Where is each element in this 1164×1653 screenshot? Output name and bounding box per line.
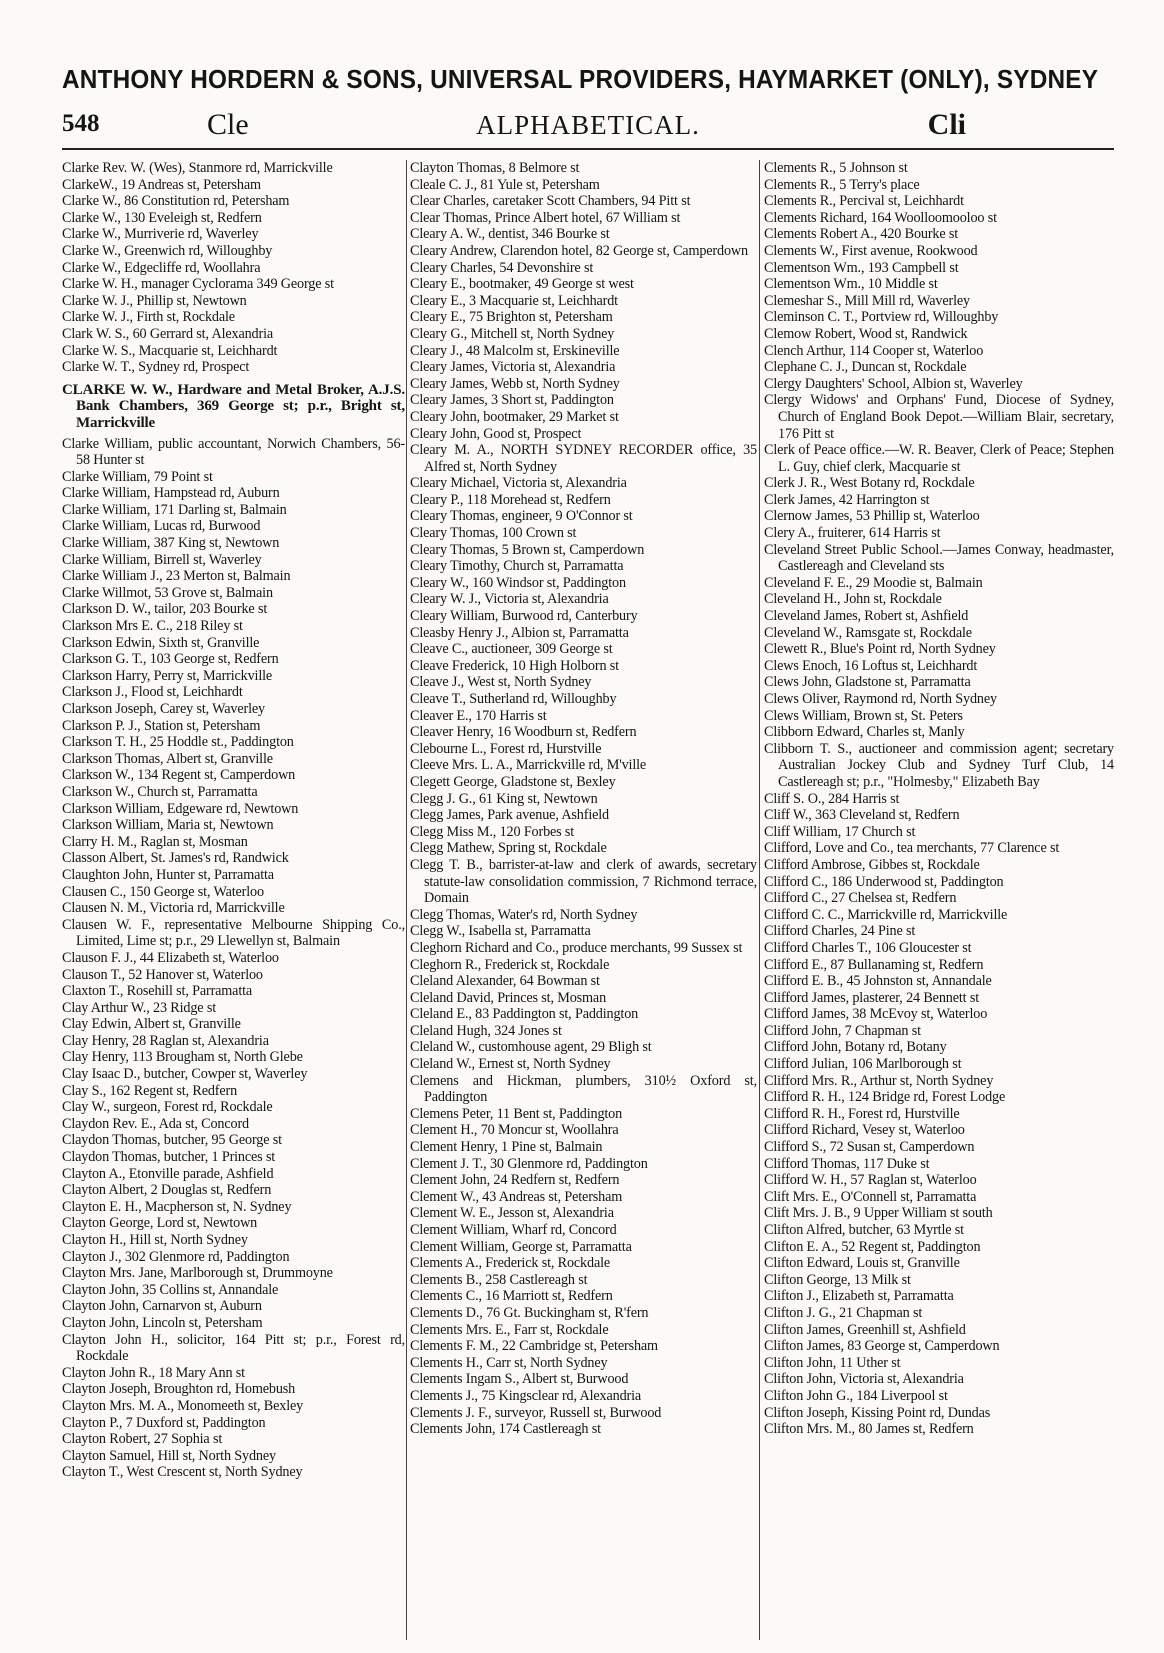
directory-entry: Cleary Timothy, Church st, Parramatta: [410, 558, 624, 575]
directory-entry: Clayton P., 7 Duxford st, Paddington: [62, 1414, 266, 1431]
directory-entry: Cleveland Street Public School.—James Conway, headmaster, Castlereagh and Cleveland sts: [764, 541, 1114, 575]
directory-entry: Clews Oliver, Raymond rd, North Sydney: [764, 691, 997, 707]
directory-entry: Clements Mrs. E., Farr st, Rockdale: [410, 1321, 609, 1338]
directory-entry: Clements R., 5 Terry's place: [764, 176, 920, 193]
directory-entry: Clerk James, 42 Harrington st: [764, 491, 930, 508]
directory-entry: Cleary Thomas, 100 Crown st: [410, 525, 577, 542]
directory-entry: Clayton T., West Crescent st, North Sydney: [62, 1464, 303, 1481]
directory-entry: Cleary Andrew, Clarendon hotel, 82 George st, Camperdown: [410, 242, 748, 259]
advertisement-banner: ANTHONY HORDERN & SONS, UNIVERSAL PROVIDERS, HAYMARKET (ONLY), SYDNEY: [62, 66, 1099, 94]
directory-entry: Clear Thomas, Prince Albert hotel, 67 William st: [410, 209, 681, 226]
column-2: [410, 160, 757, 1640]
directory-entry: Clifford R. H., 124 Bridge rd, Forest Lodge: [764, 1089, 1006, 1106]
directory-entry: Clerk J. R., West Botany rd, Rockdale: [764, 475, 975, 492]
directory-entry: Clewett R., Blue's Point rd, North Sydney: [764, 641, 996, 658]
directory-entry: Clements J., 75 Kingsclear rd, Alexandria: [410, 1387, 642, 1404]
directory-entry: Cleary J., 48 Malcolm st, Erskineville: [410, 342, 620, 359]
directory-entry: Clements R., Percival st, Leichhardt: [764, 193, 964, 210]
directory-entry: Clayton John, 35 Collins st, Annandale: [62, 1281, 279, 1298]
directory-entry: Cleary Thomas, engineer, 9 O'Connor st: [410, 508, 633, 525]
directory-entry: Cleland W., customhouse agent, 29 Bligh st: [410, 1039, 652, 1056]
directory-entry: Clayton John H., solicitor, 164 Pitt st; p.r., Forest rd, Rockdale: [62, 1331, 405, 1365]
directory-entry: Clarkson Mrs E. C., 218 Riley st: [62, 618, 243, 635]
directory-entry: Cleave C., auctioneer, 309 George st: [410, 641, 613, 658]
directory-entry: Cleland Hugh, 324 Jones st: [410, 1022, 562, 1039]
directory-entry: Clarkson P. J., Station st, Petersham: [62, 717, 261, 734]
directory-entry: Clements R., 5 Johnson st: [764, 160, 908, 176]
directory-entry: Clarkson William, Edgeware rd, Newtown: [62, 800, 299, 817]
directory-entry: Cleary James, 3 Short st, Paddington: [410, 392, 614, 409]
directory-entry: Clement J. T., 30 Glenmore rd, Paddington: [410, 1155, 648, 1172]
directory-entry: Cleaver Henry, 16 Woodburn st, Redfern: [410, 724, 637, 741]
directory-entry: Clay Henry, 28 Raglan st, Alexandria: [62, 1032, 269, 1049]
directory-entry: Clibborn Edward, Charles st, Manly: [764, 724, 965, 741]
directory-entry: Cleary Michael, Victoria st, Alexandria: [410, 475, 627, 492]
directory-entry: Clausen N. M., Victoria rd, Marrickville: [62, 900, 285, 917]
directory-entry: Clarke William, 79 Point st: [62, 468, 213, 485]
directory-entry: Cleary Thomas, 5 Brown st, Camperdown: [410, 541, 645, 558]
directory-entry: Cleeve Mrs. L. A., Marrickville rd, M'ville: [410, 757, 647, 774]
directory-entry: Clifton J. G., 21 Chapman st: [764, 1304, 923, 1321]
directory-entry: Clements C., 16 Marriott st, Redfern: [410, 1288, 613, 1305]
directory-entry: Clibborn T. S., auctioneer and commission agent; secretary Australian Jockey Club and Sydney Turf Club, 14 Castlereagh st; p.r., "Holmesby," Elizabeth Bay: [764, 740, 1114, 790]
directory-entry: Clarke W. T., Sydney rd, Prospect: [62, 359, 250, 376]
directory-entry: Clayton E. H., Macpherson st, N. Sydney: [62, 1198, 292, 1215]
directory-entry: Cleary E., bootmaker, 49 George st west: [410, 276, 634, 293]
directory-entry: Clayton Robert, 27 Sophia st: [62, 1431, 223, 1448]
directory-entry: Cleary John, Good st, Prospect: [410, 425, 582, 442]
directory-entry: Clement William, Wharf rd, Concord: [410, 1222, 617, 1238]
directory-entry: Clench Arthur, 114 Cooper st, Waterloo: [764, 342, 984, 359]
column-1: [62, 160, 405, 1640]
directory-entry: Clifford James, 38 McEvoy st, Waterloo: [764, 1006, 988, 1023]
directory-entry: Clausen C., 150 George st, Waterloo: [62, 883, 264, 900]
directory-entry: Clay Henry, 113 Brougham st, North Glebe: [62, 1049, 303, 1066]
directory-entry: Cleary William, Burwood rd, Canterbury: [410, 608, 638, 625]
directory-entry: Clementson Wm., 193 Campbell st: [764, 259, 959, 276]
page-number: 548: [62, 110, 100, 137]
directory-entry: Clarkson T. H., 25 Hoddle st., Paddington: [62, 734, 294, 751]
directory-entry: Cleland David, Princes st, Mosman: [410, 989, 607, 1006]
directory-entry: Cleveland F. E., 29 Moodie st, Balmain: [764, 574, 983, 591]
directory-entry: Clarke W., 86 Constitution rd, Petersham: [62, 193, 290, 210]
directory-entry: Clifford John, Botany rd, Botany: [764, 1039, 947, 1056]
directory-entry: Clifton Alfred, butcher, 63 Myrtle st: [764, 1222, 964, 1238]
directory-entry: Clifford Ambrose, Gibbes st, Rockdale: [764, 856, 980, 873]
directory-entry: Clifford R. H., Forest rd, Hurstville: [764, 1105, 960, 1122]
directory-entry: Clebourne L., Forest rd, Hurstville: [410, 740, 602, 757]
directory-entry: Clegg James, Park avenue, Ashfield: [410, 807, 609, 824]
directory-entry: Clements Richard, 164 Woolloomooloo st: [764, 209, 997, 226]
directory-entry: Clift Mrs. J. B., 9 Upper William st south: [764, 1205, 993, 1222]
directory-entry: Cleary A. W., dentist, 346 Bourke st: [410, 226, 610, 243]
directory-entry: Cleaver E., 170 Harris st: [410, 707, 547, 724]
column-divider: [759, 160, 760, 1640]
directory-entry: Clayton John R., 18 Mary Ann st: [62, 1364, 245, 1381]
column-3: [764, 160, 1114, 1640]
directory-entry: Clews Enoch, 16 Loftus st, Leichhardt: [764, 657, 978, 674]
directory-entry: Cleary John, bootmaker, 29 Market st: [410, 408, 619, 425]
directory-entry: Clements John, 174 Castlereagh st: [410, 1421, 601, 1438]
directory-entry: Clegg T. B., barrister-at-law and clerk of awards, secretary statute-law consolidation commission, 7 Richmond terrace, Domain: [410, 856, 757, 907]
directory-entry: Clerk of Peace office.—W. R. Beaver, Clerk of Peace; Stephen L. Guy, chief clerk, Macquarie st: [764, 442, 1114, 475]
directory-entry: Clayton Albert, 2 Douglas st, Redfern: [62, 1182, 272, 1199]
directory-entry: Clarke William, 387 King st, Newtown: [62, 535, 280, 552]
directory-entry: ClarkeW., 19 Andreas st, Petersham: [62, 176, 261, 193]
directory-entry: Claydon Thomas, butcher, 95 George st: [62, 1132, 282, 1149]
directory-entry: Clifford C., 186 Underwood st, Paddington: [764, 873, 1004, 890]
directory-entry: Clifford Richard, Vesey st, Waterloo: [764, 1122, 965, 1139]
directory-entry: Clery A., fruiterer, 614 Harris st: [764, 525, 941, 542]
directory-entry: Clergy Daughters' School, Albion st, Waverley: [764, 375, 1023, 392]
directory-entry: Clayton H., Hill st, North Sydney: [62, 1232, 248, 1248]
directory-entry: Clements B., 258 Castlereagh st: [410, 1271, 588, 1288]
directory-entry: Clarke William, Hampstead rd, Auburn: [62, 485, 280, 502]
directory-entry: Clegg Mathew, Spring st, Rockdale: [410, 840, 607, 857]
directory-entry: Cleasby Henry J., Albion st, Parramatta: [410, 624, 629, 641]
directory-entry: Clegg Thomas, Water's rd, North Sydney: [410, 906, 638, 923]
directory-entry: Claydon Thomas, butcher, 1 Princes st: [62, 1149, 276, 1166]
directory-entry: Clews William, Brown st, St. Peters: [764, 707, 963, 724]
directory-entry: Clifford E., 87 Bullanaming st, Redfern: [764, 956, 984, 973]
directory-entry: Cleave T., Sutherland rd, Willoughby: [410, 691, 617, 707]
directory-entry: Clifford Charles T., 106 Gloucester st: [764, 939, 972, 956]
directory-entry: CLARKE W. W., Hardware and Metal Broker, A.J.S. Bank Chambers, 369 George st; p.r., Bright st, Marrickville: [62, 381, 405, 431]
directory-entry: Clarke W. S., Macquarie st, Leichhardt: [62, 342, 278, 359]
directory-entry: Clegg Miss M., 120 Forbes st: [410, 823, 575, 840]
directory-entry: Clement Henry, 1 Pine st, Balmain: [410, 1139, 603, 1156]
directory-entry: Clergy Widows' and Orphans' Fund, Diocese of Sydney, Church of England Book Depot.—William Blair, secretary, 176 Pitt st: [764, 392, 1114, 442]
directory-entry: Clement John, 24 Redfern st, Redfern: [410, 1172, 620, 1189]
directory-entry: Clifford Thomas, 117 Duke st: [764, 1155, 930, 1172]
directory-entry: Clarkson G. T., 103 George st, Redfern: [62, 651, 279, 668]
directory-entry: Cleary E., 3 Macquarie st, Leichhardt: [410, 292, 618, 309]
directory-entry: Clernow James, 53 Phillip st, Waterloo: [764, 508, 980, 525]
directory-entry: Clayton J., 302 Glenmore rd, Paddington: [62, 1248, 290, 1265]
directory-entry: Cleary James, Webb st, North Sydney: [410, 375, 620, 392]
directory-entry: Clement H., 70 Moncur st, Woollahra: [410, 1122, 619, 1139]
directory-entry: Clifton Edward, Louis st, Granville: [764, 1255, 960, 1272]
directory-entry: Clifton Mrs. M., 80 James st, Redfern: [764, 1421, 974, 1438]
directory-entry: Clarkson William, Maria st, Newtown: [62, 817, 274, 834]
directory-entry: Cliff S. O., 284 Harris st: [764, 790, 900, 807]
directory-entry: Clement W. E., Jesson st, Alexandria: [410, 1205, 614, 1222]
directory-entry: Clarke W., Murriverie rd, Waverley: [62, 226, 259, 243]
directory-entry: Cleave Frederick, 10 High Holborn st: [410, 657, 619, 674]
directory-entry: Clements H., Carr st, North Sydney: [410, 1354, 608, 1371]
directory-entry: Clift Mrs. E., O'Connell st, Parramatta: [764, 1188, 977, 1205]
directory-entry: Clements A., Frederick st, Rockdale: [410, 1255, 611, 1272]
directory-entry: Cleland E., 83 Paddington st, Paddington: [410, 1006, 639, 1023]
directory-entry: Clifford, Love and Co., tea merchants, 77 Clarence st: [764, 840, 1060, 857]
directory-entry: Clifford Mrs. R., Arthur st, North Sydney: [764, 1072, 994, 1089]
directory-entry: Cleveland H., John st, Rockdale: [764, 591, 942, 608]
directory-entry: Clements Ingam S., Albert st, Burwood: [410, 1371, 629, 1388]
directory-entry: Clayton Samuel, Hill st, North Sydney: [62, 1447, 276, 1464]
column-divider: [406, 160, 407, 1640]
directory-entry: Clarkson Joseph, Carey st, Waverley: [62, 701, 265, 717]
page-header: [62, 108, 1114, 150]
directory-entry: Clement W., 43 Andreas st, Petersham: [410, 1188, 623, 1205]
directory-entry: Clifford C., 27 Chelsea st, Redfern: [764, 890, 957, 907]
directory-entry: Cleary James, Victoria st, Alexandria: [410, 359, 616, 376]
directory-entry: Clarke William, 171 Darling st, Balmain: [62, 501, 287, 518]
directory-entry: Clifford W. H., 57 Raglan st, Waterloo: [764, 1172, 977, 1189]
directory-entry: Clayton John, Carnarvon st, Auburn: [62, 1298, 262, 1315]
directory-entry: Cleveland W., Ramsgate st, Rockdale: [764, 624, 972, 641]
directory-entry: Classon Albert, St. James's rd, Randwick: [62, 850, 289, 867]
directory-entry: Cleave J., West st, North Sydney: [410, 674, 592, 691]
directory-entry: Clegg W., Isabella st, Parramatta: [410, 923, 591, 940]
directory-entry: Clifford Charles, 24 Pine st: [764, 923, 916, 940]
directory-entry: Cleary P., 118 Morehead st, Redfern: [410, 491, 611, 508]
directory-entry: Clifford James, plasterer, 24 Bennett st: [764, 989, 980, 1006]
directory-entry: Clarke W. J., Firth st, Rockdale: [62, 309, 235, 326]
directory-entry: Cliff W., 363 Cleveland st, Redfern: [764, 807, 960, 824]
directory-entry: Clay Edwin, Albert st, Granville: [62, 1016, 241, 1033]
directory-entry: Clear Charles, caretaker Scott Chambers, 94 Pitt st: [410, 193, 691, 210]
directory-entry: Clements W., First avenue, Rookwood: [764, 242, 978, 259]
directory-entry: Claxton T., Rosehill st, Parramatta: [62, 983, 253, 1000]
directory-entry: Clegg J. G., 61 King st, Newtown: [410, 790, 598, 807]
directory-entry: Clifton John G., 184 Liverpool st: [764, 1387, 948, 1404]
directory-entry: Clifford E. B., 45 Johnston st, Annandale: [764, 973, 992, 990]
directory-entry: Clarke Willmot, 53 Grove st, Balmain: [62, 584, 273, 601]
directory-entry: Clements Robert A., 420 Bourke st: [764, 226, 959, 243]
directory-entry: Clements D., 76 Gt. Buckingham st, R'fern: [410, 1304, 649, 1321]
directory-entry: Clayton George, Lord st, Newtown: [62, 1215, 258, 1232]
directory-entry: Cleary G., Mitchell st, North Sydney: [410, 325, 615, 342]
directory-entry: Clarkson W., Church st, Parramatta: [62, 783, 258, 800]
directory-entry: Clayton Mrs. M. A., Monomeeth st, Bexley: [62, 1397, 304, 1414]
directory-entry: Clifton J., Elizabeth st, Parramatta: [764, 1288, 954, 1305]
directory-entry: Cleland W., Ernest st, North Sydney: [410, 1056, 611, 1073]
directory-entry: Clifford John, 7 Chapman st: [764, 1022, 921, 1039]
directory-entry: Cleary W., 160 Windsor st, Paddington: [410, 574, 626, 591]
directory-entry: Clifton James, Greenhill st, Ashfield: [764, 1321, 966, 1338]
directory-entry: Clarkson W., 134 Regent st, Camperdown: [62, 767, 296, 784]
directory-entry: Clark W. S., 60 Gerrard st, Alexandria: [62, 325, 274, 342]
section-title: ALPHABETICAL.: [476, 110, 700, 140]
directory-entry: Clarke William, Lucas rd, Burwood: [62, 518, 261, 535]
directory-entry: Clauson T., 52 Hanover st, Waterloo: [62, 966, 263, 983]
directory-entry: Clarke Rev. W. (Wes), Stanmore rd, Marrickville: [62, 160, 333, 176]
directory-entry: Clews John, Gladstone st, Parramatta: [764, 674, 971, 691]
directory-entry: Clay Isaac D., butcher, Cowper st, Waverley: [62, 1066, 308, 1083]
directory-entry: Cliff William, 17 Church st: [764, 823, 916, 840]
directory-entry: Clay W., surgeon, Forest rd, Rockdale: [62, 1099, 273, 1116]
directory-entry: Clifford Julian, 106 Marlborough st: [764, 1056, 962, 1073]
directory-entry: Clephane C. J., Duncan st, Rockdale: [764, 359, 967, 376]
directory-entry: Cleary W. J., Victoria st, Alexandria: [410, 591, 609, 608]
directory-entry: Clifton John, Victoria st, Alexandria: [764, 1371, 964, 1388]
directory-entry: Clarkson D. W., tailor, 203 Bourke st: [62, 601, 268, 618]
right-guide-word: Cli: [927, 108, 966, 141]
directory-entry: Claughton John, Hunter st, Parramatta: [62, 866, 274, 883]
directory-entry: Clarke W. J., Phillip st, Newtown: [62, 292, 247, 309]
directory-entry: Clarke William, Birrell st, Waverley: [62, 551, 262, 568]
directory-entry: Clifton E. A., 52 Regent st, Paddington: [764, 1238, 981, 1255]
directory-entry: Cleary M. A., NORTH SYDNEY RECORDER office, 35 Alfred st, North Sydney: [410, 442, 757, 475]
directory-entry: Clausen W. F., representative Melbourne Shipping Co., Limited, Lime st; p.r., 29 Llewellyn st, Balmain: [62, 916, 405, 950]
directory-entry: Cleary E., 75 Brighton st, Petersham: [410, 309, 613, 326]
directory-entry: Clayton A., Etonville parade, Ashfield: [62, 1165, 274, 1182]
directory-entry: Clemens and Hickman, plumbers, 310½ Oxford st, Paddington: [410, 1072, 757, 1106]
directory-entry: Clarkson Thomas, Albert st, Granville: [62, 750, 273, 767]
directory-entry: Clarkson J., Flood st, Leichhardt: [62, 684, 243, 701]
directory-columns: [62, 160, 1114, 1640]
directory-entry: Cleary Charles, 54 Devonshire st: [410, 259, 594, 276]
directory-entry: Cleminson C. T., Portview rd, Willoughby: [764, 309, 999, 326]
directory-entry: Clauson F. J., 44 Elizabeth st, Waterloo: [62, 949, 279, 966]
directory-entry: Clarke William, public accountant, Norwich Chambers, 56-58 Hunter st: [62, 435, 405, 469]
directory-entry: Clayton Joseph, Broughton rd, Homebush: [62, 1381, 296, 1398]
directory-entry: Clements F. M., 22 Cambridge st, Petersham: [410, 1338, 658, 1355]
directory-entry: Clifton James, 83 George st, Camperdown: [764, 1338, 1000, 1355]
directory-entry: Clement William, George st, Parramatta: [410, 1238, 632, 1255]
directory-entry: Clifton Joseph, Kissing Point rd, Dundas: [764, 1404, 991, 1421]
directory-entry: Clemens Peter, 11 Bent st, Paddington: [410, 1105, 623, 1122]
directory-entry: Clarke W., 130 Eveleigh st, Redfern: [62, 209, 262, 226]
directory-entry: Clayton John, Lincoln st, Petersham: [62, 1314, 263, 1331]
left-guide-word: Cle: [207, 108, 249, 141]
directory-entry: Clifford S., 72 Susan st, Camperdown: [764, 1139, 975, 1156]
directory-entry: Clarkson Edwin, Sixth st, Granville: [62, 634, 260, 651]
directory-entry: Clarke W., Edgecliffe rd, Woollahra: [62, 259, 261, 276]
directory-entry: Clarry H. M., Raglan st, Mosman: [62, 833, 248, 850]
directory-entry: Clay Arthur W., 23 Ridge st: [62, 999, 216, 1016]
directory-entry: Cleveland James, Robert st, Ashfield: [764, 608, 969, 625]
directory-entry: Clements J. F., surveyor, Russell st, Burwood: [410, 1404, 662, 1421]
directory-entry: Clay S., 162 Regent st, Redfern: [62, 1082, 238, 1099]
directory-entry: Clifton John, 11 Uther st: [764, 1354, 901, 1371]
directory-entry: Clegett George, Gladstone st, Bexley: [410, 773, 616, 790]
directory-entry: Clayton Mrs. Jane, Marlborough st, Drummoyne: [62, 1265, 333, 1282]
directory-entry: Clemeshar S., Mill Mill rd, Waverley: [764, 292, 970, 309]
directory-entry: Clarke W., Greenwich rd, Willoughby: [62, 242, 273, 259]
directory-entry: Cleghorn Richard and Co., produce merchants, 99 Sussex st: [410, 939, 743, 956]
directory-entry: Cleghorn R., Frederick st, Rockdale: [410, 956, 610, 973]
directory-entry: Clarkson Harry, Perry st, Marrickville: [62, 667, 273, 684]
directory-entry: Clementson Wm., 10 Middle st: [764, 276, 938, 293]
directory-entry: Clarke William J., 23 Merton st, Balmain: [62, 568, 291, 585]
directory-entry: Clayton Thomas, 8 Belmore st: [410, 160, 580, 176]
directory-entry: Clemow Robert, Wood st, Randwick: [764, 325, 968, 342]
directory-entry: Claydon Rev. E., Ada st, Concord: [62, 1115, 249, 1132]
directory-entry: Cleland Alexander, 64 Bowman st: [410, 973, 600, 990]
directory-entry: Clarke W. H., manager Cyclorama 349 George st: [62, 276, 334, 293]
directory-entry: Clifford C. C., Marrickville rd, Marrickville: [764, 906, 1008, 923]
directory-entry: Cleale C. J., 81 Yule st, Petersham: [410, 176, 600, 193]
directory-entry: Clifton George, 13 Milk st: [764, 1271, 911, 1288]
